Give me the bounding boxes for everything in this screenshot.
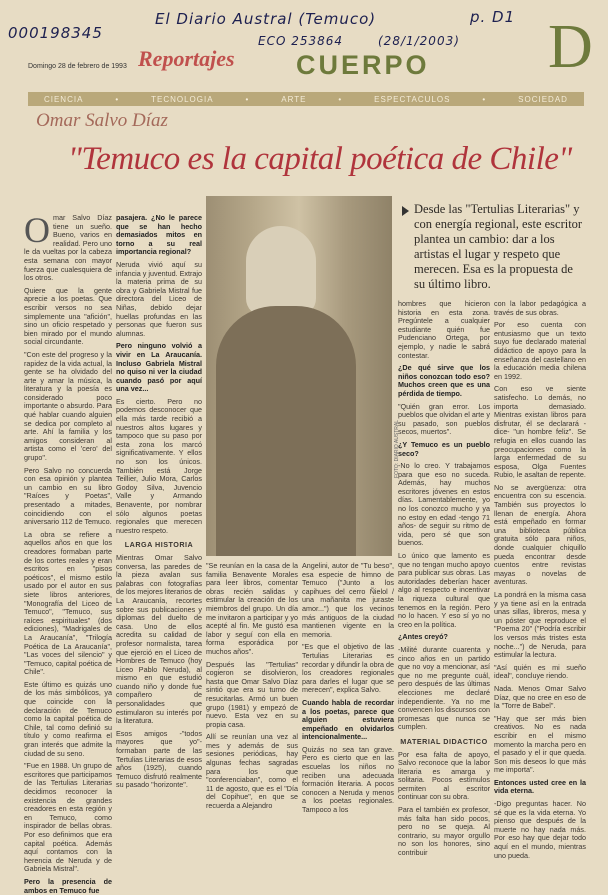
handwritten-eco-code: ECO 253864 [258, 34, 344, 48]
paragraph: "Hay que ser más bien creativos. No es nada escribir en el mismo momento la marcha pero en el pasado y el ir que queda. Son mis deseos lo que más me importa". [494, 713, 586, 775]
subheading: MATERIAL DIDACTICO [400, 736, 488, 746]
paragraph: Quizás no sea tan grave. Pero es cierto que en las escuelas los niños no reciben una adecuada formación literaria. A pocos conocen a Neruda y menos a los poetas regionales. Tampoco a los [302, 744, 394, 815]
paragraph: -No lo creo. Y trabajamos para que eso no suceda. Además, hay muchos escritores jóvenes en estos días. Lamentablemente, yo no los conozco mucho y ya no estoy en edad -tengo 71 años- de seguir su ritmo de vida, pero sé que son buenos. [398, 461, 490, 548]
article-column-6 [494, 299, 586, 860]
paragraph: Es cierto. Pero no podemos desconocer que ella más tarde recibió a nuestros altos lugares y tampoco que su paso por esta zona los marcó significativamente. Y ellos no son los únicos. También está Jorge Teillier, Julio Mora, Carlos Godoy Silva, Juvencio Valle y Armando Benavente, por nombrar sólo algunos poetas regionales que merecen nuestro respeto. [116, 396, 202, 535]
lede: Desde las "Tertulias Literarias" y con energía regional, este escritor plantea un cambio: dar a los artistas el lugar y respeto que merecen. Esa es la propuesta de su último libro. [414, 202, 583, 291]
paragraph: "Fue en 1988. Un grupo de escritores que participamos de las Tertulias Literarias decidimos reconocer la existencia de grandes creadores en esta región y en Temuco, como inspirador de bellas obras. Por eso definimos que era capital poética. Además aquí contamos con la herencia de Neruda y de Gabriela Mistral". [24, 761, 112, 874]
paragraph: Pero la presencia de ambos en Temuco fue [24, 876, 112, 895]
paragraph: -Digo preguntas hacer. No sé que es la vida eterna. Yo pienso que después de la muerte no hay nada más. Por eso hay que dejar todo aquí en el mundo, mientras uno pueda. [494, 799, 586, 860]
paragraph: Nada. Menos Omar Salvo Díaz, que no cree en eso de la "Torre de Babel". [494, 683, 586, 711]
category-item: CIENCIA [43, 94, 84, 104]
category-item: SOCIEDAD [518, 94, 568, 104]
handwritten-ref-number: 000198345 [8, 24, 103, 42]
paragraph: "Es que el objetivo de las Tertulias Literarias es recordar y difundir la obra de los creadores regionales para darles el lugar que se merecen", explica Salvo. [302, 642, 394, 695]
paragraph: "Con este del progreso y la rapidez de la vida actual, la gente se ha olvidado del arte y amar la música, la literatura y la poesía es considerado poco importante o absurdo. Para qué hablar cuando alguien se dedica por completo al arte. Ahí la familia y los amigos consideran al artista como el 'cero' del grupo". [24, 349, 112, 463]
paragraph: -Milité durante cuarenta y cinco años en un partido que no voy a mencionar, así que no me pregunte cuál, pero después de las últimas elecciones me declaré independiente. Ya no me convencen los discursos con promesas que nunca se cumplen. [398, 644, 490, 732]
section-title: Reportajes [138, 46, 235, 71]
paragraph: Pero Salvo no concuerda con esa opinión y plantea un cambio en su libro "Raíces y Poetas", presentado a mitades, coincidiendo con el aniversario 112 de Temuco. [24, 465, 112, 527]
paragraph: hombres que hicieron historia en esta zona. Pregúntele a cualquier estudiante quién fue Pudenciano Ortega, por ejemplo, y nadie le sabrá contestar. [398, 299, 490, 360]
question: Cuando habla de recordar a los poetas, parece que alguien estuviera empeñado en olvidarlos intencionalmente... [302, 697, 394, 742]
paragraph: "Así quién es mi sueño ideal", concluye riendo. [494, 662, 586, 681]
paragraph: La pondrá en la misma casa y ya tiene así en la entrada unas sillas, libreros, mesa y un póster que reproduce el "Poema 20" ("Podría escribir los versos más tristes esta noche...") de Neruda, para estimular la lectura. [494, 590, 586, 660]
lede-bullet [402, 206, 409, 216]
paragraph: Para el también ex profesor, más falta han sido pocos, pero no se queja. Al contrario, su mayor orgullo no son los honores, sino contribuir [398, 805, 490, 858]
category-item: TECNOLOGIA [151, 94, 214, 104]
photo-credit: FOTO: DIARIO AUSTRAL [394, 420, 400, 478]
paragraph: Por esa falta de apoyo, Salvo reconoce que la labor literaria es amarga y solitaria. Pocos estímulos permiten al escritor continuar con su obra. [398, 749, 490, 802]
paragraph: "Se reunían en la casa de la familia Benavente Morales para leer libros, comentar obras recién salidas y estimular la creación de los miembros del grupo. Un día me invitaron a participar y yo acepté al fin. Me gustó esa labor y seguí con ella en forma esporádica por muchos años". [206, 561, 298, 656]
paragraph: Neruda vivió aquí su infancia y juventud. Extrajo la materia prima de su obra y Gabriela Mistral fue directora del Liceo de Niñas, debido dejar huellas profundas en las personas que fueron sus alumnas. [116, 259, 202, 338]
question: pasajera. ¿No le parece que se han hecho demasiados mitos en torno a su real importancia regional? [116, 213, 202, 257]
article-column-1 [24, 210, 112, 895]
author-name: Omar Salvo Díaz [36, 110, 168, 131]
article-column-4 [302, 561, 394, 815]
paragraph: Quiere que la gente aprecie a los poetas. Que escribir versos no sea simplemente una "afición", sino un oficio respetado y bien mirado por el mundo social circundante. [24, 285, 112, 347]
paragraph: Lo único que lamento es que no tengan mucho apoyo para publicar sus obras. Las autoridades deberían hacer algo al respecto e incentivar la riqueza cultural que tenemos en la región. Pero no lo hacen. Y eso sí yo no creo en la política. [398, 551, 490, 629]
paragraph: Después las "Tertulias" cogieron se disolvieron, hasta que Omar Salvo Díaz sintió que era su turno de resucitarlas. Armó un buen grupo (1981) y empezó de nuevo. Esta vez en su propia casa. [206, 659, 298, 729]
drop-cap: O [24, 210, 50, 250]
paragraph: Este último es quizás uno de los más simbólicos, ya que coincide con la declaración de Temuco como la capital poética de Chile, tal como definió su título y como reafirma el gran interés que admite la ciudad de su seno. [24, 679, 112, 758]
paragraph: Allí se reunían una vez al mes y además de sus sesiones periódicas, hay algunas fechas sagradas para los que "conferenciaban", como el 11 de agosto, que es el "Día del Copihue", en que se recuerda a Alejandro [206, 732, 298, 811]
question: ¿Y Temuco es un pueblo seco? [398, 439, 490, 458]
category-bar: CIENCIA • TECNOLOGIA • ARTE • ESPECTACULOS • SOCIEDAD [28, 92, 584, 106]
headline: "Temuco es la capital poética de Chile" [68, 141, 572, 177]
paragraph: La obra se refiere a aquellos años en que los creadores formaban parte de los cortes reales y eran escritos en "pisos poéticos", el mismo estilo usado por el autor en sus siete libros anteriores, "Monografía del Liceo de Temuco", "Temuco, sus raíces espirituales" (dos ediciones), "Madrigales de La Araucanía", "Trilogía Poética de La Araucanía", "Las voces del silencio" y "Temuco, capital poética de Chile". [24, 529, 112, 677]
paragraph: "Quién gran error. Los pueblos que olvidan el arte y su pasado, son pueblos secos, muertos". [398, 401, 490, 437]
paragraph: Angelini, autor de "Tu beso", esa especie de himno de Temuco ("Junto a los capihues del cerro Ñielol / una mañanita me juraste amor...") que los vecinos más antiguos de la ciudad mantienen vigente en la memoria. [302, 561, 394, 639]
paragraph: Por eso cuenta con entusiasmo que un texto suyo fue declarado material didáctico de apoyo para la enseñanza del castellano en la educación media chilena en 1992. [494, 320, 586, 381]
paragraph: Esos amigos -"todos mayores que yo"- formaban parte de las Tertulias Literarias de esos años (1925), cuando Temuco disfrutó realmente su pasado "horizonte". [116, 728, 202, 790]
category-item: ESPECTACULOS [374, 94, 451, 104]
article-column-2 [116, 214, 202, 800]
subheading: LARGA HISTORIA [124, 540, 194, 550]
question: Entonces usted cree en la vida eterna. [494, 777, 586, 796]
issue-date: Domingo 28 de febrero de 1993 [28, 63, 127, 70]
handwritten-page: p. D1 [470, 8, 516, 26]
photo-figure-body [216, 306, 356, 556]
paragraph: No se avergüenza: otra encuentra con su escencia. También sus proyectos lo llenan de energía. Ahora está empeñado en formar una biblioteca pública gratuita sólo para niños, donde cualquier chiquillo pueda encontrar desde cuentos entre revistas mayas o novelas de aventuras. [494, 482, 586, 587]
question: ¿De qué sirve que los niños conozcan todo eso? Muchos creen que es una pérdida de tiempo. [398, 363, 490, 398]
handwritten-date-note: (28/1/2003) [378, 34, 460, 48]
paragraph: Mientras Omar Salvo conversa, las paredes de la pieza avalan sus palabras con fotografías de los mejores literarios de La Araucanía, recortes sobre sus publicaciones y diplomas del duelto de casa. Uno de ellos acredita su calidad de profesor normalista, tarea que ejerció en el Liceo de Hombres de Temuco (hoy Liceo Pablo Neruda), al mismo en que estudió cuando niño y donde fue compañero de personalidades que estimularon su interés por la literatura. [116, 552, 202, 726]
paragraph: con la labor pedagógica a través de sus obras. [494, 299, 586, 317]
brand-title: CUERPO [296, 50, 430, 80]
photo-figure [246, 226, 316, 316]
brand-letter: D [548, 13, 593, 81]
question: Pero ninguno volvió a vivir en La Araucanía. Incluso Gabriela Mistral no quiso ni ver la ciudad cuando pasó por aquí una vez... [116, 341, 202, 394]
handwritten-source: El Diario Austral (Temuco) [155, 10, 377, 28]
paragraph: mar Salvo Díaz tiene un sueño. Bueno, varios en realidad. Pero uno le da vueltas por la cabeza esta semana con mayor fuerza que cualesquiera de los otros. [24, 213, 112, 283]
question: ¿Antes creyó? [398, 632, 448, 642]
category-item: ARTE [281, 94, 307, 104]
paragraph: Con eso ve siente satisfecho. Lo demás, no importa demasiado. Mientras existan libros para disfrutar, él se declarará -dice- "un hombre feliz". Se refugia en ellos cuando las preocupaciones como la larga enfermedad de su esposa, Olga Fuentes Rubio, le asaltan de repente. [494, 384, 586, 480]
portrait-photo [206, 196, 392, 556]
article-column-3 [206, 561, 298, 811]
article-column-5 [398, 299, 490, 858]
